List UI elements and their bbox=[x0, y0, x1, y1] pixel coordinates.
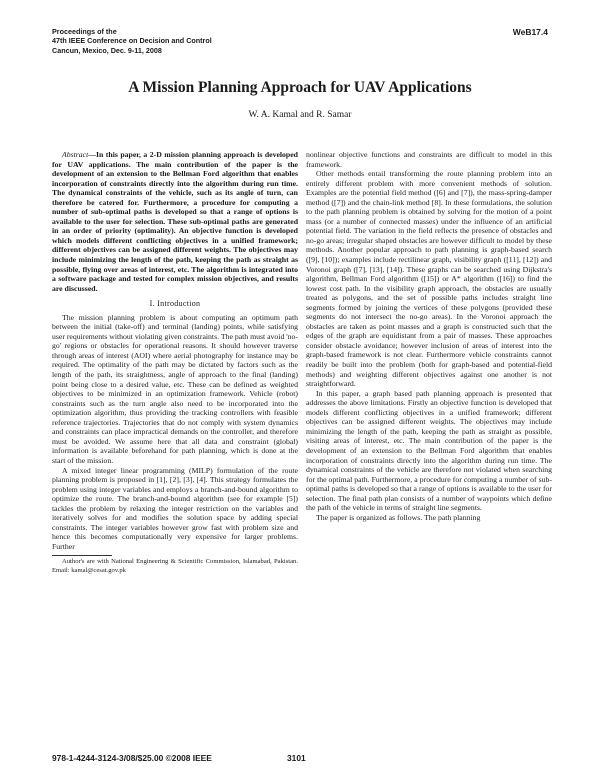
abstract-label: Abstract bbox=[62, 150, 89, 159]
left-column bbox=[52, 150, 298, 575]
abstract-text: In this paper, a 2-D mission planning approach is developed for UAV applications. The main contribution of the paper is the development of an extension to the Bellman Ford algorithm that enables incorporation of constraints directly into the algorithm during run time. The dynamical constraints of the vehicle, such as its angle of turn, can therefore be catered for. Furthermore, a procedure for computing a number of sub-optimal paths is developed so that a range of options is available to the user for selection. These sub-optimal paths are generated in an order of priority (optimality). An objective function is developed which models different conflicting objectives in a unified framework; different objectives can be assigned different weights. The objectives may include minimizing the length of the path, keeping the path as straight as possible, flying over areas of interest, etc. The algorithm is integrated into a software package and tested for complex mission objectives, and results are discussed. bbox=[52, 150, 298, 293]
footnote-divider bbox=[52, 555, 112, 556]
isbn-copyright: 978-1-4244-3124-3/08/$25.00 ©2008 IEEE bbox=[52, 753, 212, 763]
abstract: Abstract—In this paper, a 2-D mission planning approach is developed for UAV applications. The main contribution of the paper is the development of an extension to the Bellman Ford algorithm that enables incorporation of constraints directly into the algorithm during run time. The dynamical constraints of the vehicle, such as its angle of turn, can therefore be catered for. Furthermore, a procedure for computing a number of sub-optimal paths is developed so that a range of options is available to the user for selection. These sub-optimal paths are generated in an order of priority (optimality). An objective function is developed which models different conflicting objectives in a unified framework; different objectives can be assigned different weights. The objectives may include minimizing the length of the path, keeping the path as straight as possible, flying over areas of interest, etc. The algorithm is integrated into a software package and tested for complex mission objectives, and results are discussed. bbox=[52, 150, 298, 293]
section-heading-introduction: I. Introduction bbox=[149, 299, 201, 309]
paper-authors: W. A. Kamal and R. Samar bbox=[248, 110, 352, 120]
right-paragraph-4: The paper is organized as follows. The path planning bbox=[316, 512, 481, 522]
intro-paragraph-1: The mission planning problem is about computing an optimum path between the initial (take-off) and terminal (landing) points, while satisfying user requirements without violating given constraints. The path must avoid 'no-go' regions or obstacles for operational reasons. It should however traverse through areas of interest (AOI) where aerial photography for instance may be required. The optimality of the path may be dictated by factors such as the length of the path, its straightness, angle of approach to the final (landing) point being close to a desired value, etc. These can be defined as weighted objectives to be minimized in an optimization framework. Vehicle (robot) constraints such as the turn angle also need to be incorporated into the optimization algorithm, thus providing the tracking controllers with feasible reference trajectories. Trajectories that do not comply with system dynamics and constraints can place impractical demands on the controller, and therefore must be avoided. We assume here that all data and constraint (global) information is available beforehand for path planning, which is done at the start of the mission. bbox=[52, 312, 298, 465]
session-code: WeB17.4 bbox=[512, 27, 548, 37]
proceedings-line-2: 47th IEEE Conference on Decision and Control bbox=[52, 36, 212, 46]
right-column bbox=[306, 150, 552, 522]
proceedings-line-3: Cancun, Mexico, Dec. 9-11, 2008 bbox=[52, 45, 162, 55]
page-number: 3101 bbox=[287, 753, 306, 763]
proceedings-header bbox=[52, 27, 212, 55]
author-footnote: Author's are with National Engineering & Scientific Commission, Islamabad, Pakistan. Email: kamal@cesat.gov.pk bbox=[52, 558, 298, 574]
intro-paragraph-2: A mixed integer linear programming (MILP) formulation of the route planning problem is proposed in [1], [2], [3], [4]. This strategy formulates the problem using integer variables and employs a branch-and-bound algorithm to optimize the route. The branch-and-bound algorithm (see for example [5]) tackles the problem by relaxing the integer restriction on the variables and iteratively solves for and modifies the solution space by adding special constraints. The integer variables however grow fast with problem size and hence this becomes computationally very expensive for larger problems. Further bbox=[52, 465, 298, 551]
paper-title: A Mission Planning Approach for UAV Applications bbox=[128, 79, 472, 96]
right-paragraph-2: Other methods entail transforming the route planning problem into an entirely different problem with more convenient methods of solution. Examples are the potential field method ([6] and [7]), the mass-spring-damper method ([7]) and the chain-link method [8]. In these formulations, the solution to the path planning problem is obtained by solving for the motion of a point mass (or a number of connected masses) under the influence of an artificial potential field. The variation in the field reflects the presence of obstacles and no-go areas; irregular shaped obstacles are however difficult to model by these methods. Another popular approach to path planning is graph-based search ([9], [10]); examples include rectilinear graph, visibility graph ([11], [12]) and Voronoi graph ([7], [13], [14]). These graphs can be searched using Dijkstra's algorithm, Bellman Ford algorithm ([15]) or A* algorithm ([16]) to find the lowest cost path. In the visibility graph approach, the obstacles are usually treated as polygons, and the set of possible paths includes straight line segments formed by joining the vertices of these polygons (provided these segments do not intersect the no-go areas). In the Voronoi approach the obstacles are taken as point masses and a graph is constructed such that the edges of the graph are equidistant from a pair of masses. These approaches consider obstacle avoidance; however inclusion of areas of interest into the graph-based framework is not clear. Furthermore vehicle constraints cannot readily be built into the problem (both for graph-based and potential-field methods) and weighting different objectives against one another is not straightforward. bbox=[306, 169, 552, 389]
proceedings-line-1: Proceedings of the bbox=[52, 27, 117, 36]
right-paragraph-1: nonlinear objective functions and constraints are difficult to model in this framework. bbox=[306, 150, 552, 169]
right-paragraph-3: In this paper, a graph based path planning approach is presented that addresses the above limitations. Firstly an objective function is developed that models different conflicting objectives in a unified framework; different objectives can be assigned different weights. The objectives may include minimizing the length of the path, keeping the path as straight as possible, visiting areas of interest, etc. The main contribution of the paper is the development of an extension to the Bellman Ford algorithm that enables incorporation of constraints directly into the algorithm during run time. The dynamical constraints of the vehicle are therefore not violated when searching for the optimal path. Furthermore, a procedure for computing a number of sub-optimal paths is developed so that a range of options is available to the user for selection. The final path plan consists of a number of waypoints which define the path of the vehicle in terms of straight line segments. bbox=[306, 388, 552, 513]
